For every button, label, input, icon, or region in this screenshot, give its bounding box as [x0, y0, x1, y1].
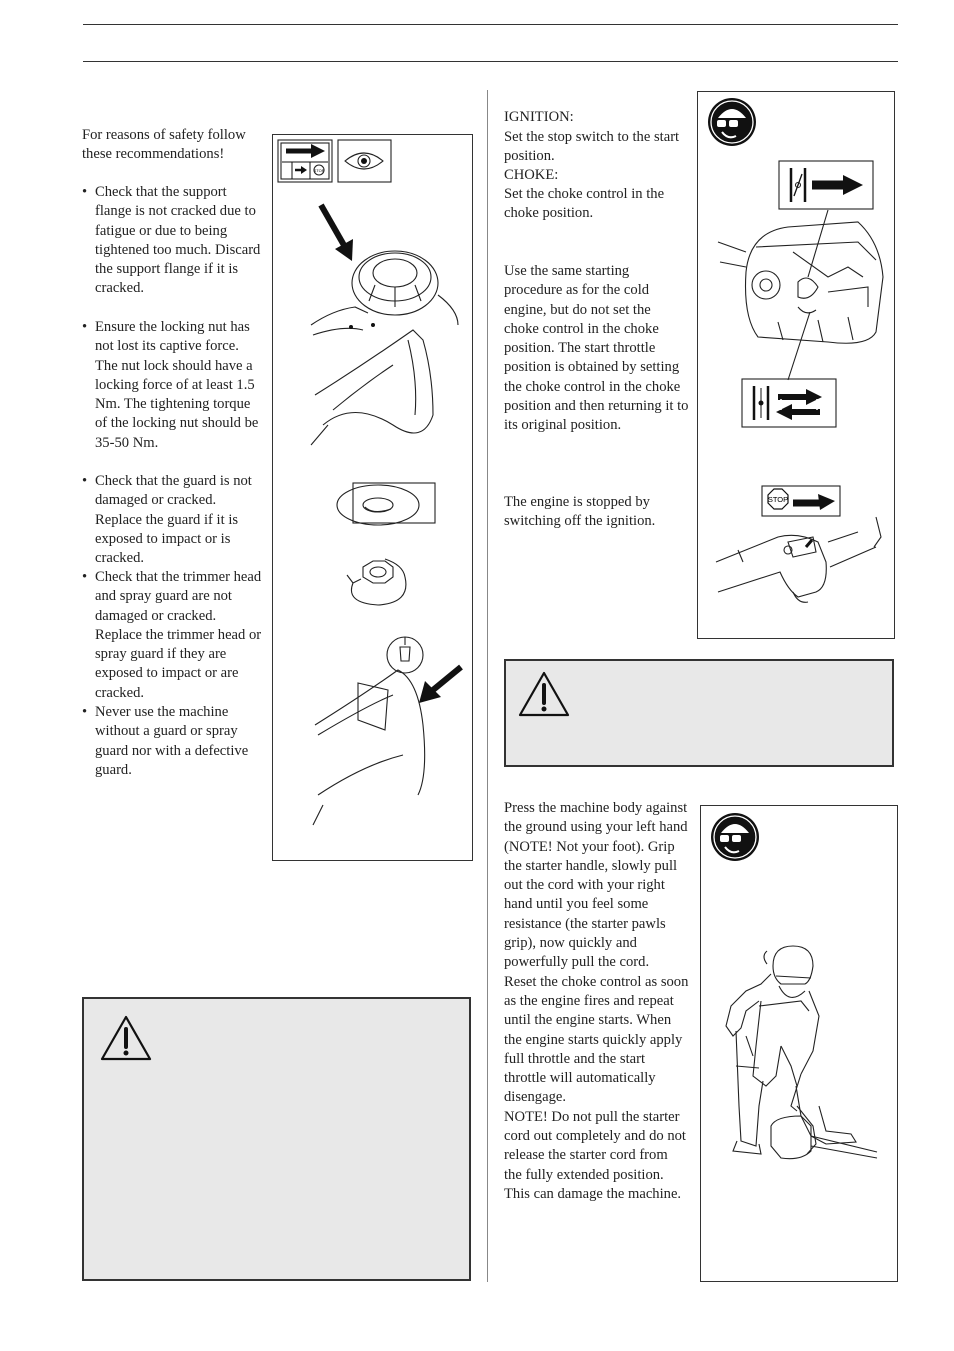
intro-text: For reasons of safety follow these recommendations! — [82, 127, 246, 163]
choke-heading: CHOKE: — [504, 167, 559, 183]
left-warning-box — [82, 997, 471, 1281]
ignition-heading: IGNITION: — [504, 109, 574, 125]
stop-text: The engine is stopped by switching off the ignition. — [504, 494, 656, 530]
bullet-text: Ensure the locking nut has not lost its captive force. The nut lock should have a locking force of at least 1.5 Nm. The tightening torque of the locking nut should be 35-50 Nm. — [95, 319, 259, 451]
guard-inspection-figure — [272, 134, 473, 861]
starting-posture-figure — [700, 805, 898, 1282]
bullet-text: Check that the guard is not damaged or cracked. Replace the guard if it is exposed to impact or is cracked. — [95, 473, 252, 567]
choke-icon — [779, 161, 873, 209]
bullet-marker: • — [82, 473, 88, 489]
choke-text: Set the choke control in the choke position. — [504, 186, 665, 222]
engine-controls-illustration — [698, 92, 894, 638]
guard-illustration — [273, 135, 472, 860]
ignition-text: Set the stop switch to the start position. — [504, 129, 680, 165]
bullet-marker: • — [82, 704, 88, 720]
bullet-marker: • — [82, 569, 88, 585]
warning-triangle-icon — [100, 1013, 160, 1073]
operator-starting-illustration — [701, 806, 897, 1281]
bullet-item — [82, 703, 262, 780]
bullet-item — [82, 183, 262, 299]
protection-helmet-icon — [711, 813, 759, 861]
bullet-item — [82, 318, 262, 453]
right-warning-box — [504, 659, 894, 767]
stop-icon-label: STOP — [767, 495, 789, 504]
warning-triangle-icon — [518, 669, 578, 729]
bullet-text: Check that the support flange is not cracked due to fatigue or due to being tightened too much. Discard the support flange if it is cracked. — [95, 184, 261, 297]
start-procedure-line: NOTE! Do not pull the starter cord out completely and do not release the starter cord from the fully extended position. This can damage the machine. — [504, 1108, 686, 1202]
bullet-text: Never use the machine without a guard or spray guard nor with a defective guard. — [95, 704, 249, 778]
bullet-marker: • — [82, 319, 88, 335]
header-rule-bottom — [83, 61, 898, 62]
protection-helmet-icon — [708, 98, 756, 146]
warm-engine-text: Use the same starting procedure as for the cold engine, but do not set the choke control in the choke position. The start throttle position is obtained by setting the choke control in the choke position and then returning it to its original position. — [504, 263, 689, 434]
stop-icon — [762, 486, 840, 516]
eye-icon — [338, 140, 391, 182]
starting-controls-figure — [697, 91, 895, 639]
start-procedure-line: Press the machine body against the ground using your left hand (NOTE! Not your foot). Grip the starter handle, slowly pull out the cord with your right hand until you feel some resistance (the starter pawls grip), now quickly and powerfully pull the cord. — [504, 800, 688, 971]
bullet-item — [82, 568, 262, 703]
bullet-text: Check that the trimmer head and spray guard are not damaged or cracked. Replace the trimmer head or spray guard if they are exposed to impact or are cracked. — [95, 569, 262, 701]
stop-icon-label: STOP — [313, 168, 325, 173]
start-procedure-line: Reset the choke control as soon as the engine fires and repeat until the engine starts. When the engine starts quickly apply full throttle and the start throttle will automatically disengage. — [504, 973, 689, 1106]
bullet-item — [82, 472, 262, 568]
bullet-marker: • — [82, 184, 88, 200]
start-throttle-icon — [742, 379, 836, 427]
stop-switch-icon — [278, 140, 332, 182]
header-rule-top — [83, 24, 898, 25]
start-procedure-text — [504, 799, 689, 1204]
column-divider — [487, 90, 488, 1282]
